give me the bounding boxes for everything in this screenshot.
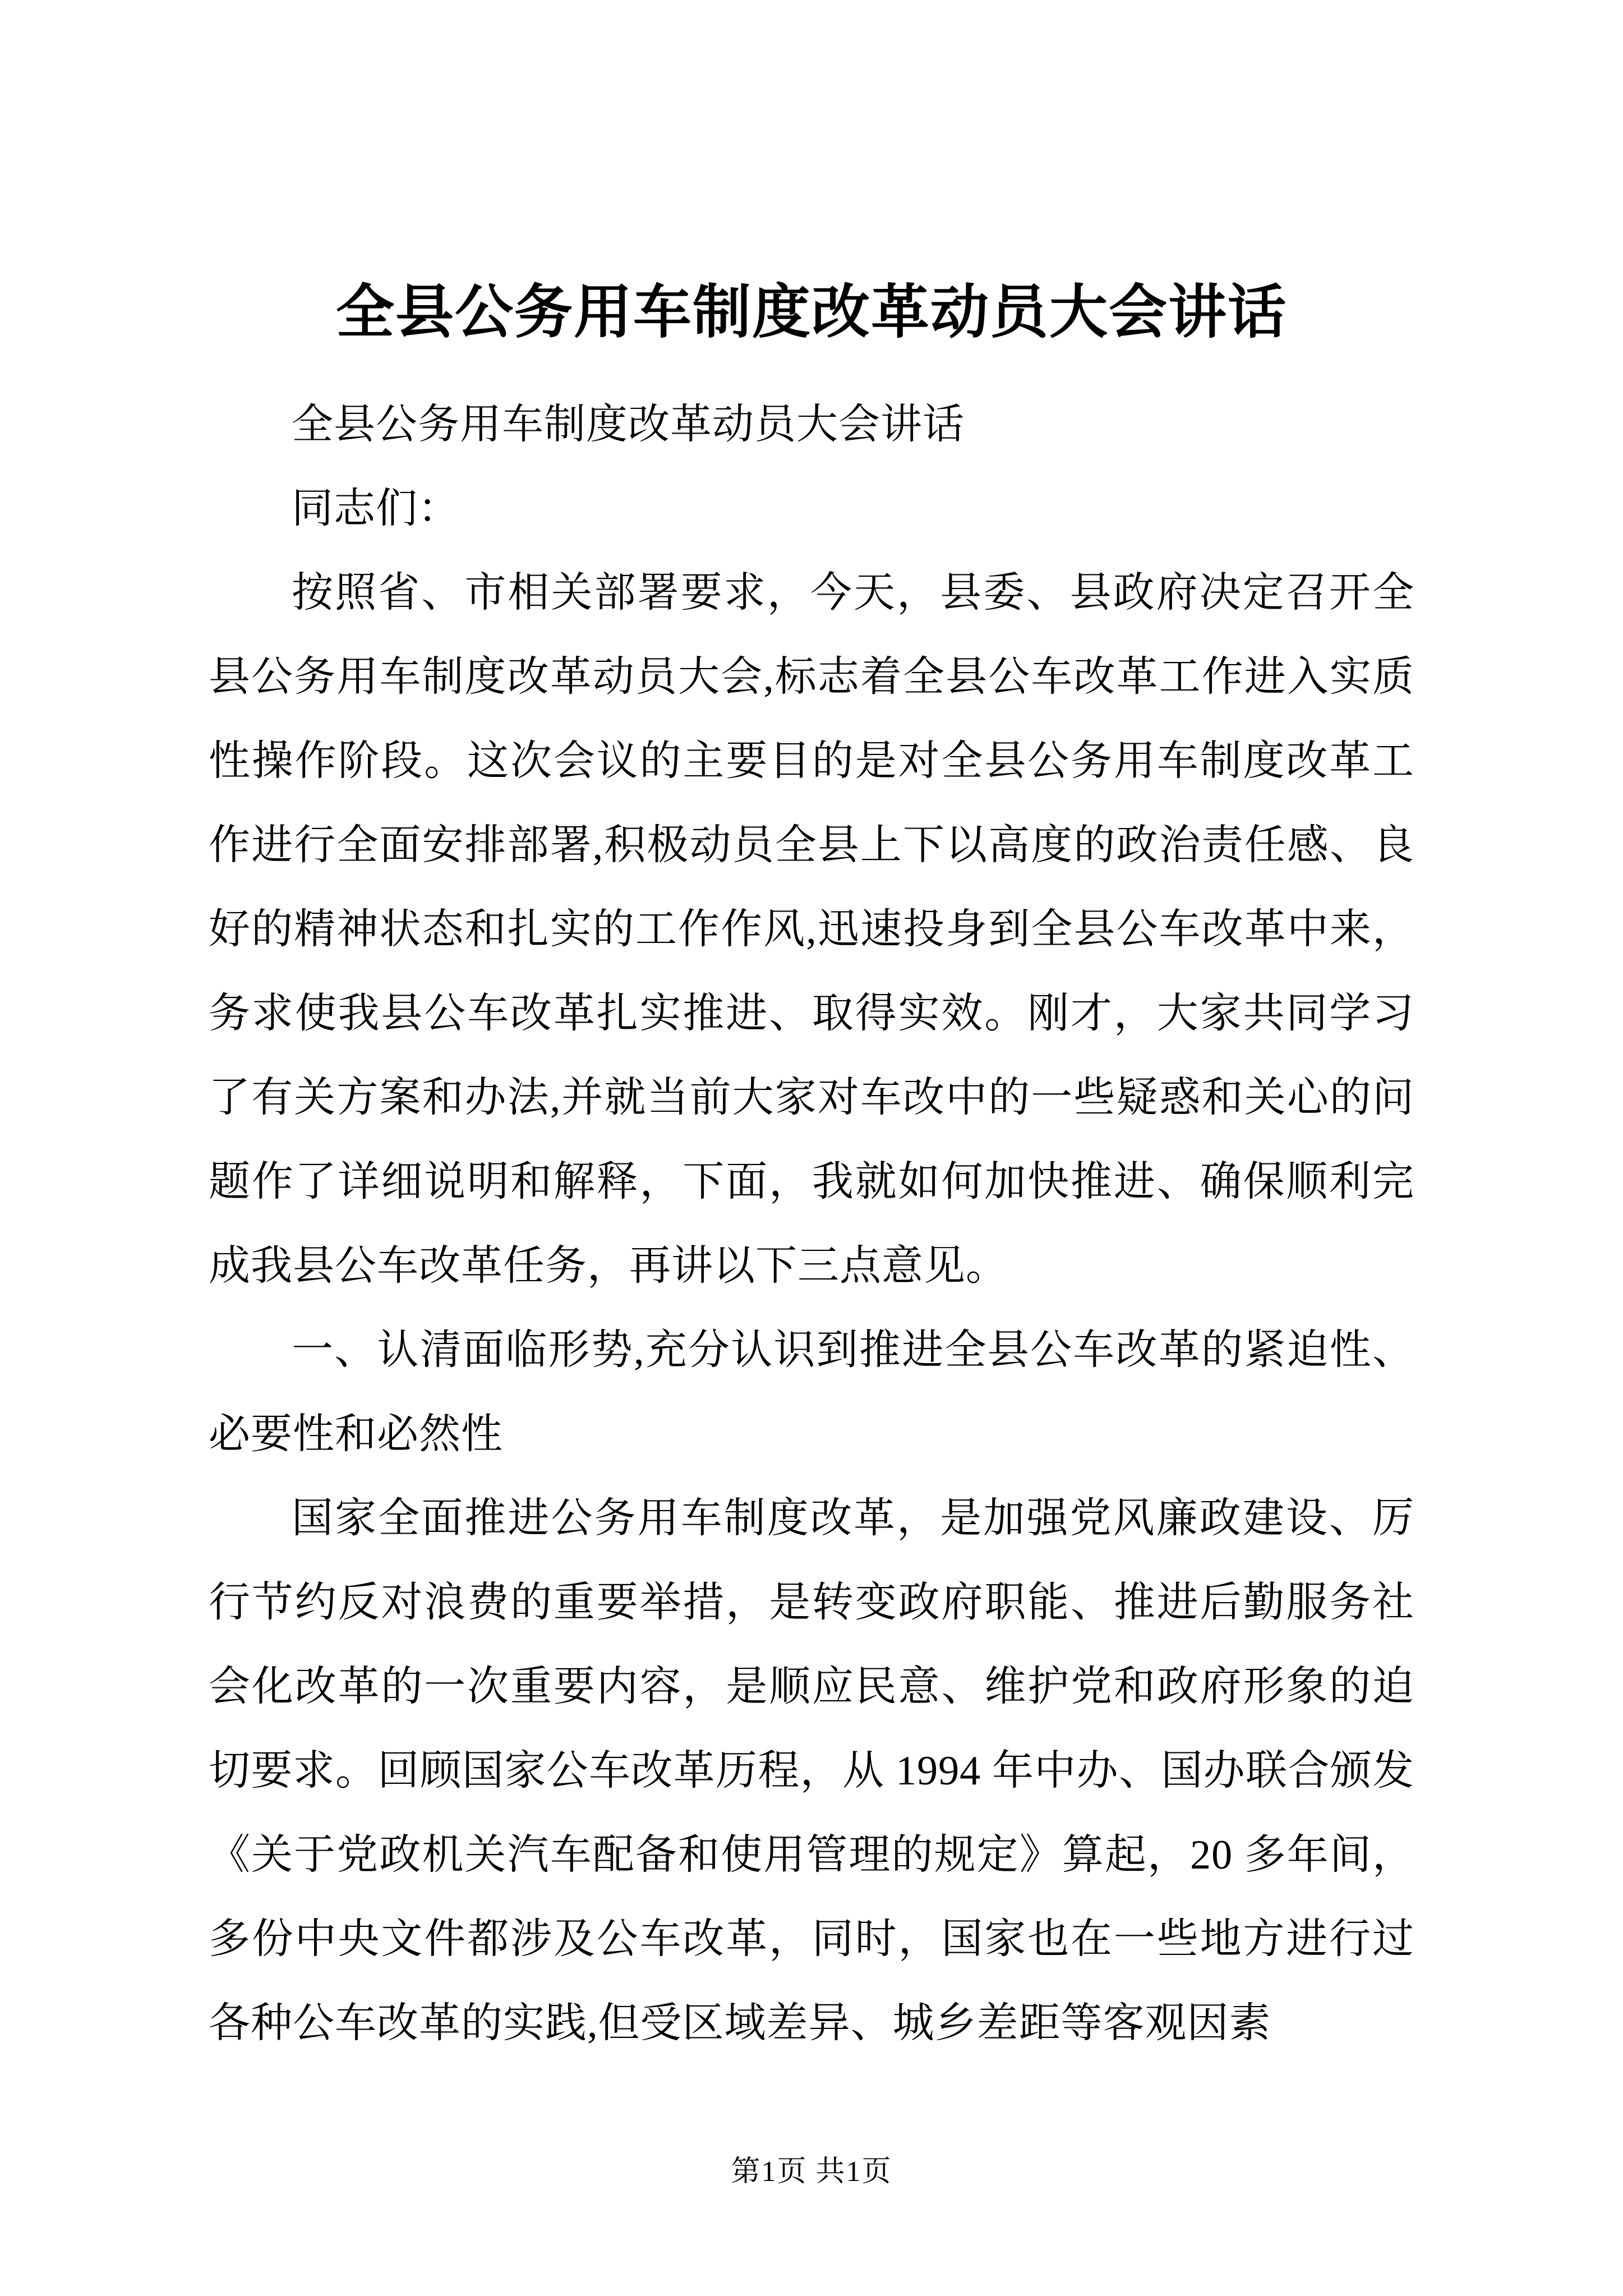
paragraph-intro: 按照省、市相关部署要求，今天，县委、县政府决定召开全县公务用车制度改革动员大会,标志着全县公车改革工作进入实质性操作阶段。这次会议的主要目的是对全县公务用车制度改革工作进行全面安排部署,积极动员全县上下以高度的政治责任感、良好的精神状态和扎实的工作作风,迅速投身到全县公车改革中来，务求使我县公车改革扎实推进、取得实效。刚才，大家共同学习了有关方案和办法,并就当前大家对车改中的一些疑惑和关心的问题作了详细说明和解释，下面，我就如何加快推进、确保顺利完成我县公车改革任务，再讲以下三点意见。	[209, 570, 1414, 1289]
paragraph-salutation: 同志们：	[292, 486, 460, 532]
paragraph-section-heading: 一、认清面临形势,充分认识到推进全县公车改革的紧迫性、必要性和必然性	[209, 1327, 1414, 1457]
page-number-footer: 第1页 共1页	[731, 2156, 892, 2188]
paragraph-subtitle: 全县公务用车制度改革动员大会讲话	[292, 402, 965, 448]
paragraph-body: 国家全面推进公务用车制度改革，是加强党风廉政建设、厉行节约反对浪费的重要举措，是转变政府职能、推进后勤服务社会化改革的一次重要内容，是顺应民意、维护党和政府形象的迫切要求。回顾国家公车改革历程，从 1994 年中办、国办联合颁发《关于党政机关汽车配备和使用管理的规定》算起，20 多年间，多份中央文件都涉及公车改革，同时，国家也在一些地方进行过各种公车改革的实践,但受区域差异、城乡差距等客观因素	[209, 1496, 1414, 2046]
document-title: 全县公务用车制度改革动员大会讲话	[335, 280, 1287, 345]
